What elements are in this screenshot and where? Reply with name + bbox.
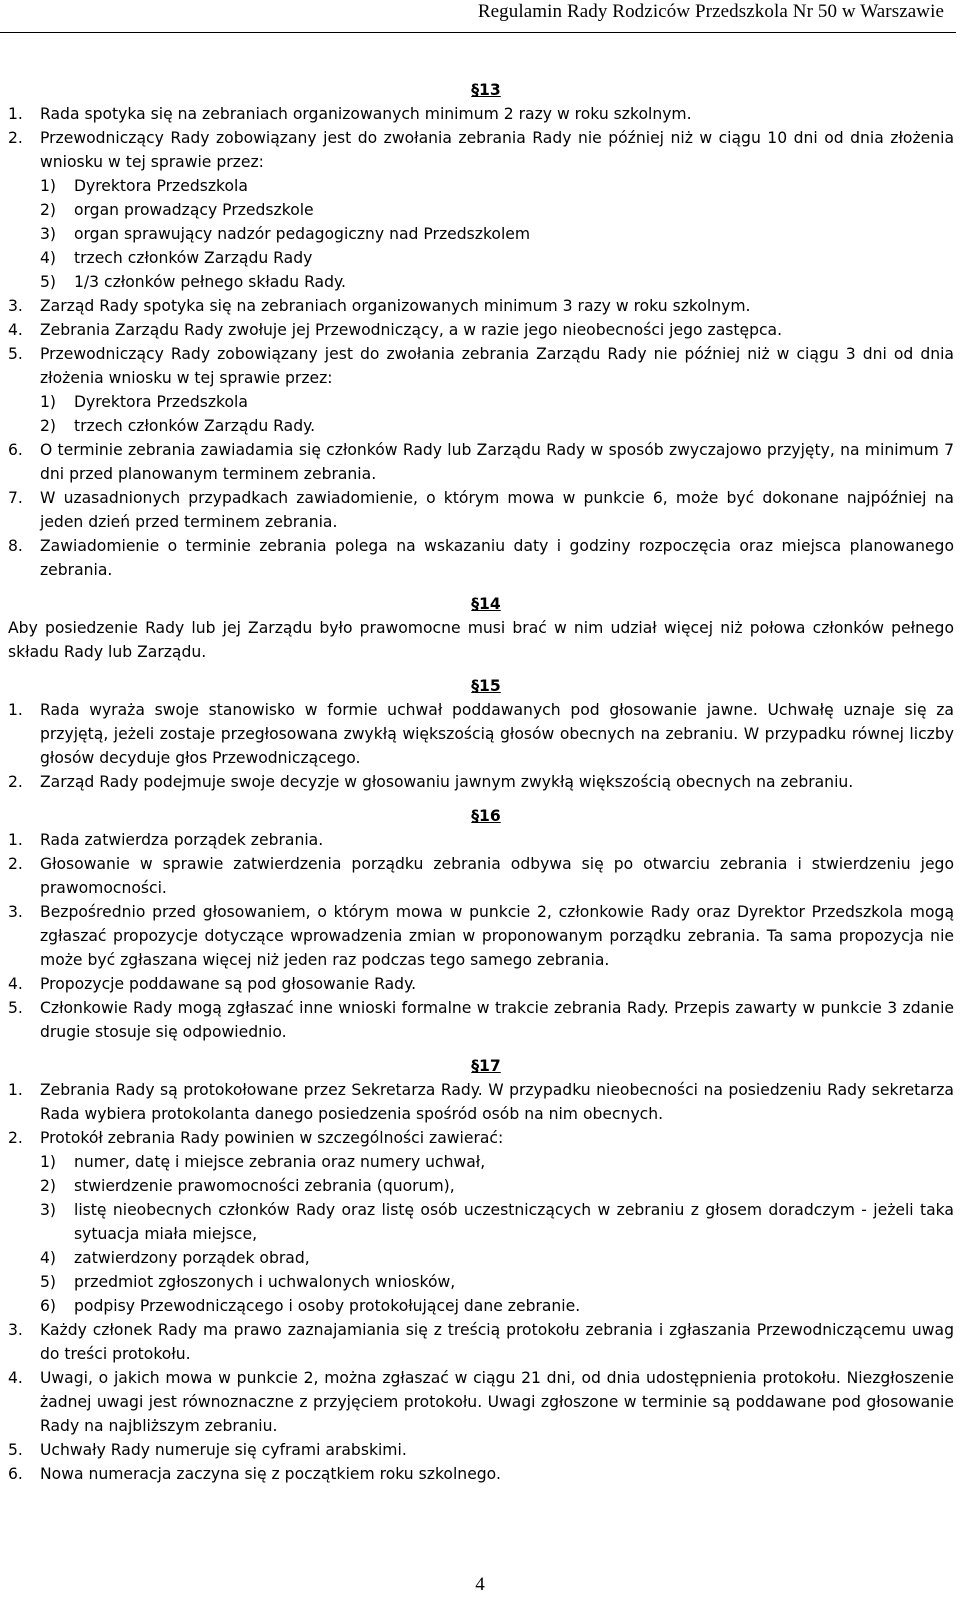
item-number: 5. xyxy=(8,345,23,363)
item-number: 6. xyxy=(8,1465,23,1483)
item-text: Zawiadomienie o terminie zebrania polega na wskazaniu daty i godziny rozpoczęcia oraz miejsca planowanego zebrania. xyxy=(40,537,954,579)
item-number: 1. xyxy=(8,831,23,849)
sub-item xyxy=(40,174,954,198)
item-text: Zebrania Rady są protokołowane przez Sekretarza Rady. W przypadku nieobecności na posiedzeniu Rady sekretarza Rada wybiera protokolanta danego posiedzenia spośród osób na nim obecnych. xyxy=(40,1081,954,1123)
sub-item-number: 3) xyxy=(40,1201,57,1219)
sub-item-number: 6) xyxy=(40,1297,57,1315)
list-item xyxy=(8,102,954,126)
section-heading: §13 xyxy=(471,81,501,99)
item-body xyxy=(40,1462,954,1486)
item-body xyxy=(40,126,954,294)
item-text: Rada wyraża swoje stanowisko w formie uchwał poddawanych pod głosowanie jawne. Uchwałę uznaje się za przyjętą, jeżeli zostaje przegłosowana zwykłą większością głosów obecnych na zebraniu. W przypadku równej liczby głosów decyduje głos Przewodniczącego. xyxy=(40,701,954,767)
sub-item-number: 5) xyxy=(40,1273,57,1291)
item-body xyxy=(40,698,954,770)
item-text: Uwagi, o jakich mowa w punkcie 2, można zgłaszać w ciągu 21 dni, od dnia udostępnienia protokołu. Niezgłoszenie żadnej uwagi jest równoznaczne z przyjęciem protokołu. Uwagi zgłoszone w terminie są poddawane pod głosowanie Rady na najbliższym zebraniu. xyxy=(40,1369,954,1435)
list-item xyxy=(8,972,954,996)
item-text: W uzasadnionych przypadkach zawiadomienie, o którym mowa w punkcie 6, może być dokonane najpóźniej na jeden dzień przed terminem zebrania. xyxy=(40,489,954,531)
list-item xyxy=(8,900,954,972)
item-number: 2. xyxy=(8,129,23,147)
list-item xyxy=(8,770,954,794)
item-text: Nowa numeracja zaczyna się z początkiem roku szkolnego. xyxy=(40,1465,501,1483)
list-item xyxy=(8,126,954,294)
list-item xyxy=(8,294,954,318)
sub-item xyxy=(40,1270,954,1294)
item-text: Przewodniczący Rady zobowiązany jest do zwołania zebrania Zarządu Rady nie później niż w ciągu 3 dni od dnia złożenia wniosku w tej sprawie przez: xyxy=(40,345,954,387)
list-item xyxy=(8,342,954,438)
section-heading: §15 xyxy=(471,677,501,695)
section-gap xyxy=(8,582,954,592)
sub-item-number: 4) xyxy=(40,249,57,267)
item-text: Zebrania Zarządu Rady zwołuje jej Przewodniczący, a w razie jego nieobecności jego zastępca. xyxy=(40,321,783,339)
sub-item-number: 5) xyxy=(40,273,57,291)
item-number: 4. xyxy=(8,1369,23,1387)
list-item xyxy=(8,1318,954,1366)
sub-item-text: numer, datę i miejsce zebrania oraz numery uchwał, xyxy=(74,1153,486,1171)
sub-item-number: 3) xyxy=(40,225,57,243)
item-body xyxy=(40,438,954,486)
sub-item-text: podpisy Przewodniczącego i osoby protokołującej dane zebranie. xyxy=(74,1297,581,1315)
item-body xyxy=(40,1078,954,1126)
sub-item xyxy=(40,390,954,414)
item-text: Członkowie Rady mogą zgłaszać inne wnioski formalne w trakcie zebrania Rady. Przepis zawarty w punkcie 3 zdanie drugie stosuje się odpowiednio. xyxy=(40,999,954,1041)
item-text: O terminie zebrania zawiadamia się członków Rady lub Zarządu Rady w sposób zwyczajowo przyjęty, na minimum 7 dni przed planowanym terminem zebrania. xyxy=(40,441,954,483)
item-number: 7. xyxy=(8,489,23,507)
item-number: 5. xyxy=(8,999,23,1017)
sub-item-text: trzech członków Zarządu Rady xyxy=(74,249,313,267)
item-number: 8. xyxy=(8,537,23,555)
item-body xyxy=(40,318,954,342)
list-item xyxy=(8,852,954,900)
item-number: 6. xyxy=(8,441,23,459)
sub-item-text: organ prowadzący Przedszkole xyxy=(74,201,314,219)
item-body xyxy=(40,486,954,534)
item-text: Bezpośrednio przed głosowaniem, o którym mowa w punkcie 2, członkowie Rady oraz Dyrektor Przedszkola mogą zgłaszać propozycje dotyczące wprowadzenia zmian w proponowanym porządku zebrania. Ta sama propozycja nie może być zgłaszana więcej niż jeden raz podczas tego samego zebrania. xyxy=(40,903,954,969)
item-body xyxy=(40,534,954,582)
item-text: Przewodniczący Rady zobowiązany jest do zwołania zebrania Rady nie później niż w ciągu 10 dni od dnia złożenia wniosku w tej sprawie przez: xyxy=(40,129,954,171)
list-item xyxy=(8,698,954,770)
document-body xyxy=(8,78,954,1486)
sub-item xyxy=(40,1246,954,1270)
item-body xyxy=(40,852,954,900)
sub-item xyxy=(40,414,954,438)
item-body xyxy=(40,770,954,794)
sub-item-text: przedmiot zgłoszonych i uchwalonych wniosków, xyxy=(74,1273,456,1291)
sub-item-number: 2) xyxy=(40,201,57,219)
item-text: Rada spotyka się na zebraniach organizowanych minimum 2 razy w roku szkolnym. xyxy=(40,105,692,123)
sub-item-text: trzech członków Zarządu Rady. xyxy=(74,417,316,435)
item-number: 1. xyxy=(8,1081,23,1099)
item-text: Zarząd Rady podejmuje swoje decyzje w głosowaniu jawnym zwykłą większością obecnych na zebraniu. xyxy=(40,773,854,791)
item-number: 3. xyxy=(8,1321,23,1339)
item-text: Uchwały Rady numeruje się cyframi arabskimi. xyxy=(40,1441,407,1459)
item-body xyxy=(40,1318,954,1366)
item-text: Propozycje poddawane są pod głosowanie Rady. xyxy=(40,975,417,993)
page-number: 4 xyxy=(475,1574,485,1595)
list-item xyxy=(8,1366,954,1438)
item-number: 3. xyxy=(8,903,23,921)
sub-item-number: 1) xyxy=(40,393,57,411)
sub-item-text: zatwierdzony porządek obrad, xyxy=(74,1249,310,1267)
sub-item-text: 1/3 członków pełnego składu Rady. xyxy=(74,273,346,291)
item-text: Rada zatwierdza porządek zebrania. xyxy=(40,831,324,849)
sub-item-number: 2) xyxy=(40,417,57,435)
list-item xyxy=(8,996,954,1044)
sub-item-text: Dyrektora Przedszkola xyxy=(74,177,248,195)
sub-item-number: 2) xyxy=(40,1177,57,1195)
header-title: Regulamin Rady Rodziców Przedszkola Nr 50 w Warszawie xyxy=(477,1,944,22)
item-body xyxy=(40,996,954,1044)
sub-item-text: Dyrektora Przedszkola xyxy=(74,393,248,411)
item-text: Zarząd Rady spotyka się na zebraniach organizowanych minimum 3 razy w roku szkolnym. xyxy=(40,297,751,315)
item-body xyxy=(40,102,954,126)
sub-item xyxy=(40,246,954,270)
section-heading: §17 xyxy=(471,1057,501,1075)
section-gap xyxy=(8,1044,954,1054)
item-body xyxy=(40,972,954,996)
item-text: Głosowanie w sprawie zatwierdzenia porządku zebrania odbywa się po otwarciu zebrania i stwierdzeniu jego prawomocności. xyxy=(40,855,954,897)
list-item xyxy=(8,1438,954,1462)
item-body xyxy=(40,1126,954,1318)
item-body xyxy=(40,1438,954,1462)
sub-item xyxy=(40,1294,954,1318)
list-item xyxy=(8,1126,954,1318)
sub-item xyxy=(40,222,954,246)
item-number: 3. xyxy=(8,297,23,315)
item-body xyxy=(40,342,954,438)
section-gap xyxy=(8,794,954,804)
item-text: Protokół zebrania Rady powinien w szczególności zawierać: xyxy=(40,1129,504,1147)
sub-item xyxy=(40,1174,954,1198)
item-number: 1. xyxy=(8,701,23,719)
list-item xyxy=(8,438,954,486)
sub-item-text: stwierdzenie prawomocności zebrania (quorum), xyxy=(74,1177,455,1195)
list-item xyxy=(8,486,954,534)
list-item xyxy=(8,318,954,342)
sub-item-text: listę nieobecnych członków Rady oraz listę osób uczestniczących w zebraniu z głosem doradczym - jeżeli taka sytuacja miała miejsce, xyxy=(74,1201,954,1243)
item-body xyxy=(40,828,954,852)
sub-item-number: 1) xyxy=(40,1153,57,1171)
item-number: 2. xyxy=(8,1129,23,1147)
item-body xyxy=(40,900,954,972)
item-body xyxy=(40,294,954,318)
item-number: 4. xyxy=(8,975,23,993)
sub-item xyxy=(40,1198,954,1246)
section-paragraph: Aby posiedzenie Rady lub jej Zarządu było prawomocne musi brać w nim udział więcej niż połowa członków pełnego składu Rady lub Zarządu. xyxy=(8,619,954,661)
list-item xyxy=(8,1462,954,1486)
list-item xyxy=(8,828,954,852)
sub-item xyxy=(40,270,954,294)
sub-item-number: 4) xyxy=(40,1249,57,1267)
item-body xyxy=(40,1366,954,1438)
item-number: 4. xyxy=(8,321,23,339)
item-number: 2. xyxy=(8,855,23,873)
item-text: Każdy członek Rady ma prawo zaznajamiania się z treścią protokołu zebrania i zgłaszania Przewodniczącemu uwag do treści protokołu. xyxy=(40,1321,954,1363)
item-number: 1. xyxy=(8,105,23,123)
list-item xyxy=(8,1078,954,1126)
item-number: 5. xyxy=(8,1441,23,1459)
list-item xyxy=(8,534,954,582)
section-heading: §16 xyxy=(471,807,501,825)
sub-item-number: 1) xyxy=(40,177,57,195)
sub-item xyxy=(40,1150,954,1174)
sub-item xyxy=(40,198,954,222)
section-heading: §14 xyxy=(471,595,501,613)
sub-item-text: organ sprawujący nadzór pedagogiczny nad Przedszkolem xyxy=(74,225,531,243)
page-header xyxy=(0,0,956,33)
item-number: 2. xyxy=(8,773,23,791)
section-gap xyxy=(8,664,954,674)
